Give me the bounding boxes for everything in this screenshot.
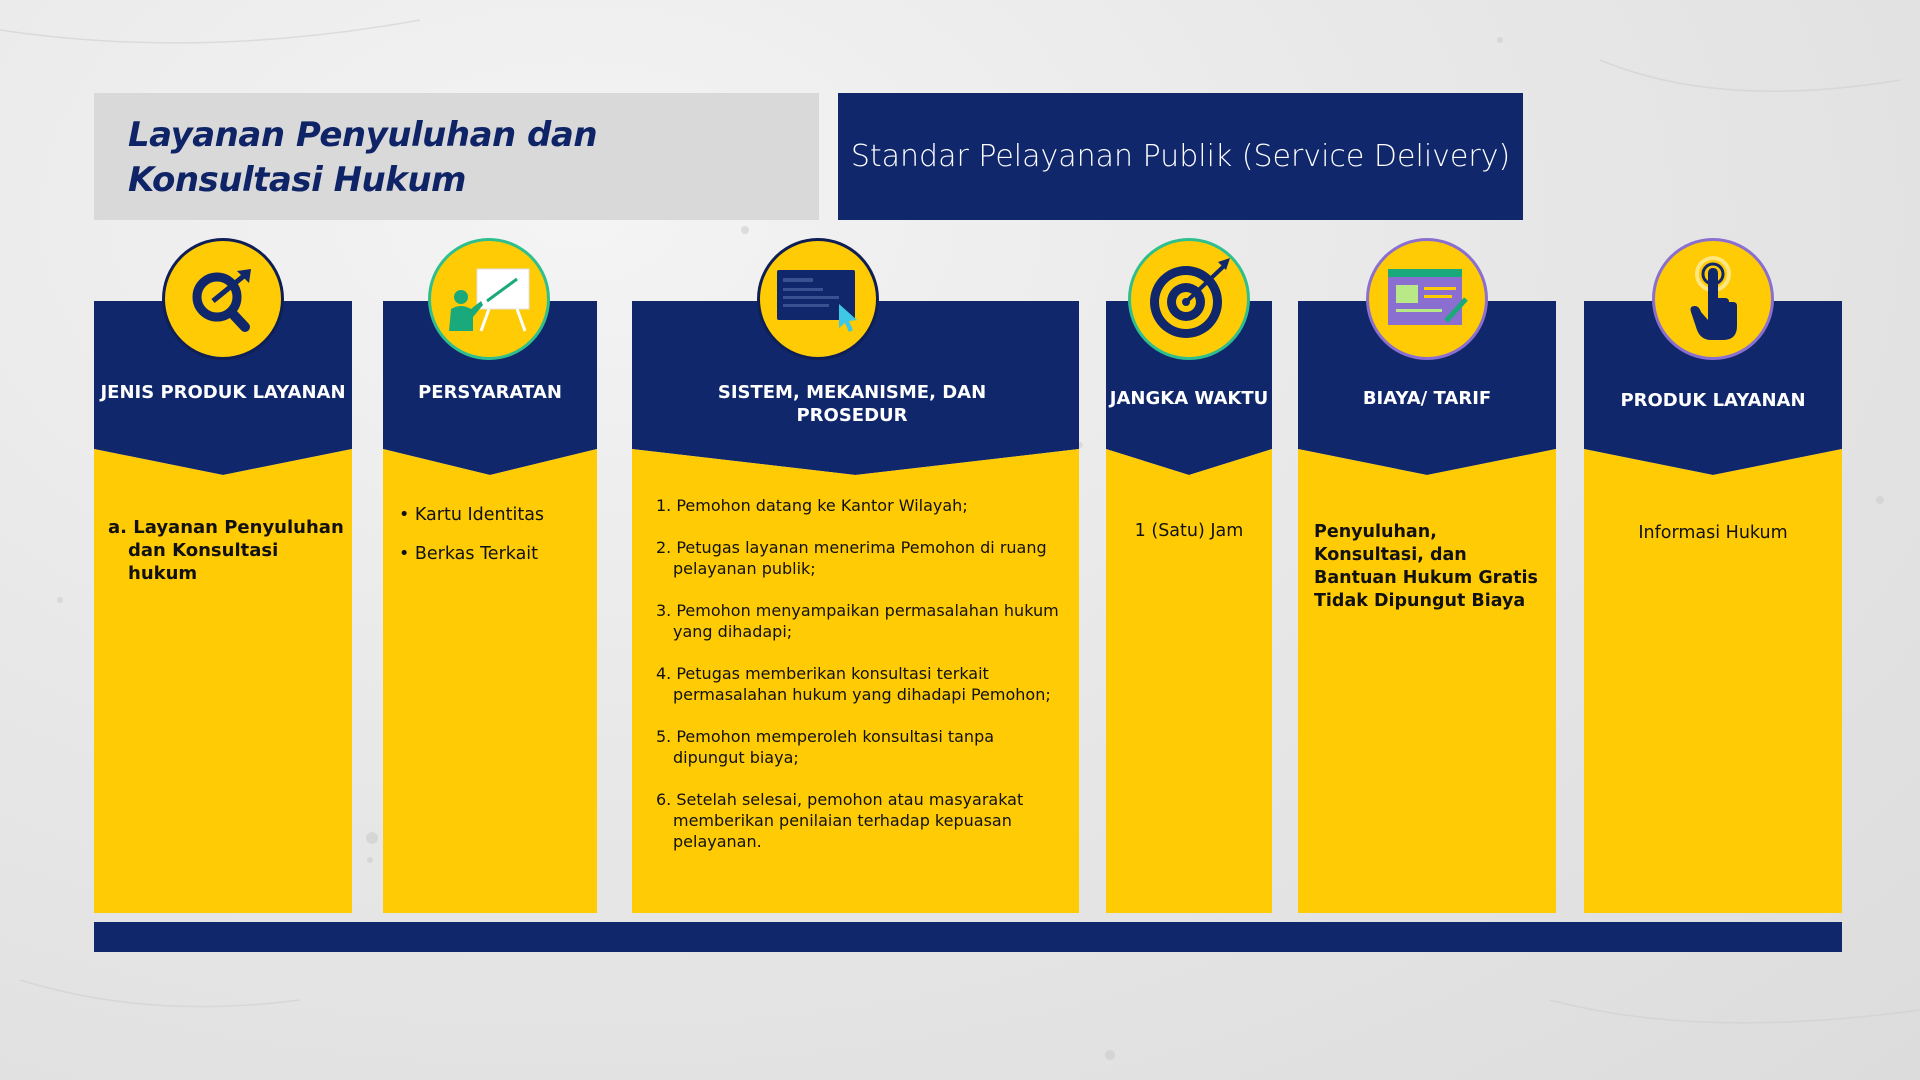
page-title: Layanan Penyuluhan dan Konsultasi Hukum xyxy=(128,115,598,200)
column-content: Penyuluhan, Konsultasi, dan Bantuan Hukum Gratis Tidak Dipungut Biaya xyxy=(1314,522,1538,611)
browser-cursor-icon xyxy=(757,238,879,360)
web-page-icon xyxy=(1366,238,1488,360)
column-jenis-produk xyxy=(94,301,352,913)
column-header: PERSYARATAN xyxy=(418,382,562,403)
list-item: 3. Pemohon menyampaikan permasalahan hukum yang dihadapi; xyxy=(656,601,1059,641)
column-produk-layanan xyxy=(1584,301,1842,913)
column-jangka-waktu xyxy=(1106,301,1272,913)
list-item: • Kartu Identitas xyxy=(399,505,545,525)
magnifier-growth-icon xyxy=(162,238,284,360)
presentation-board-icon xyxy=(428,238,550,360)
column-biaya xyxy=(1298,301,1556,913)
list-item: 4. Petugas memberikan konsultasi terkait permasalahan hukum yang dihadapi Pemohon; xyxy=(656,664,1051,704)
title-box xyxy=(94,93,819,220)
target-arrow-icon xyxy=(1128,238,1250,360)
requirements-list xyxy=(399,505,589,583)
list-item: 2. Petugas layanan menerima Pemohon di ruang pelayanan publik; xyxy=(656,538,1047,578)
list-item: 5. Pemohon memperoleh konsultasi tanpa dipungut biaya; xyxy=(656,727,995,767)
column-persyaratan xyxy=(383,301,597,913)
list-item: 1. Pemohon datang ke Kantor Wilayah; xyxy=(656,496,968,515)
column-content: a. Layanan Penyuluhan dan Konsultasi hukum xyxy=(108,517,344,584)
column-content: 1 (Satu) Jam xyxy=(1134,521,1244,541)
page-subtitle: Standar Pelayanan Publik (Service Delivery) xyxy=(850,139,1511,174)
bottom-bar xyxy=(94,922,1842,952)
column-header: JANGKA WAKTU xyxy=(1109,388,1269,409)
procedure-list xyxy=(656,495,1066,873)
list-item: • Berkas Terkait xyxy=(399,544,539,564)
column-header: SISTEM, MEKANISME, DAN PROSEDUR xyxy=(717,382,987,426)
column-header: BIAYA/ TARIF xyxy=(1362,388,1492,409)
column-content: Informasi Hukum xyxy=(1638,523,1788,543)
list-item: 6. Setelah selesai, pemohon atau masyarakat memberikan penilaian terhadap kepuasan pelayanan. xyxy=(656,790,1024,851)
subtitle-box xyxy=(838,93,1523,220)
column-prosedur xyxy=(632,301,1079,913)
column-header: PRODUK LAYANAN xyxy=(1620,390,1806,411)
column-header: JENIS PRODUK LAYANAN xyxy=(100,382,346,403)
hand-touch-icon xyxy=(1652,238,1774,360)
